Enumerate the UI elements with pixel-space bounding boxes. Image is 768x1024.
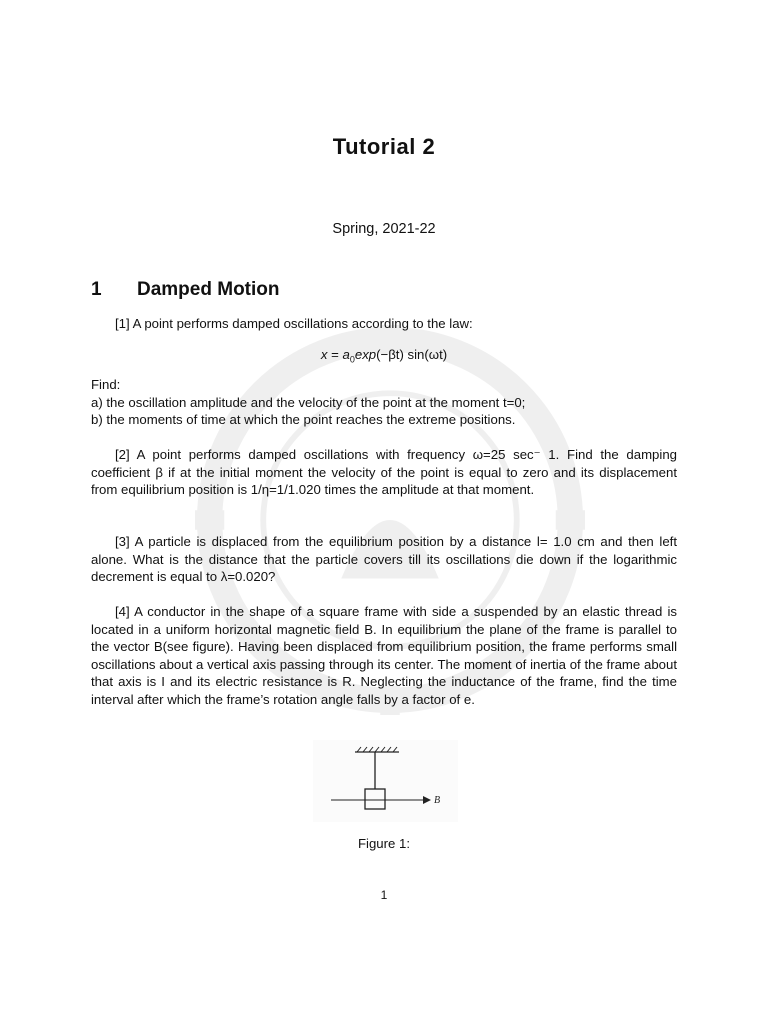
problem-2-statement: [2] A point performs damped oscillations with frequency ω=25 sec⁻ 1. Find the damping coefficient β if at the initial moment the velocity of the point is equal to zero and its displacement from equilibrium position is 1/η=1/1.020 times the amplitude at that moment. bbox=[91, 447, 677, 497]
problem-1-questions bbox=[91, 376, 677, 429]
equation-subscript: 0 bbox=[349, 354, 355, 365]
suspended-frame-figure bbox=[313, 740, 458, 822]
equation-equals: = bbox=[327, 347, 343, 362]
find-label: Find: bbox=[91, 377, 121, 392]
section-number: 1 bbox=[91, 279, 102, 300]
page-subtitle: Spring, 2021-22 bbox=[332, 221, 436, 237]
equation-lhs: x bbox=[320, 347, 328, 362]
section-heading bbox=[91, 279, 280, 301]
page-title: Tutorial 2 bbox=[332, 134, 436, 159]
equation-amplitude: a bbox=[342, 347, 350, 362]
problem-1-statement: [1] A point performs damped oscillations according to the law: bbox=[115, 316, 473, 331]
section-title: Damped Motion bbox=[137, 279, 280, 300]
part-a: a) the oscillation amplitude and the velocity of the point at the moment t=0; bbox=[91, 394, 526, 410]
field-label-b: B bbox=[434, 795, 441, 806]
figure-caption: Figure 1: bbox=[357, 836, 411, 851]
equation-exp: exp bbox=[354, 347, 377, 362]
problem-4-statement: [4] A conductor in the shape of a square frame with side a suspended by an elastic thread is located in a uniform horizontal magnetic field B. In equilibrium the plane of the frame is parallel to the vector B(see figure). Having been displaced from equilibrium position, the frame performs small oscillations about a vertical axis passing through its center. The moment of inertia of the frame about that axis is I and its electric resistance is R. Neglecting the inductance of the frame, find the time interval after which the frame’s rotation angle falls by a factor of e. bbox=[91, 604, 677, 707]
problem-3-statement: [3] A particle is displaced from the equilibrium position by a distance l= 1.0 cm and then left alone. What is the distance that the particle covers till its oscillations die down if the logarithmic decrement is equal to λ=0.020? bbox=[91, 534, 677, 584]
page-number: 1 bbox=[380, 888, 388, 902]
damped-oscillation-equation bbox=[0, 347, 768, 365]
equation-rest: (−βt) sin(ωt) bbox=[376, 347, 448, 362]
part-b: b) the moments of time at which the point reaches the extreme positions. bbox=[91, 412, 516, 427]
